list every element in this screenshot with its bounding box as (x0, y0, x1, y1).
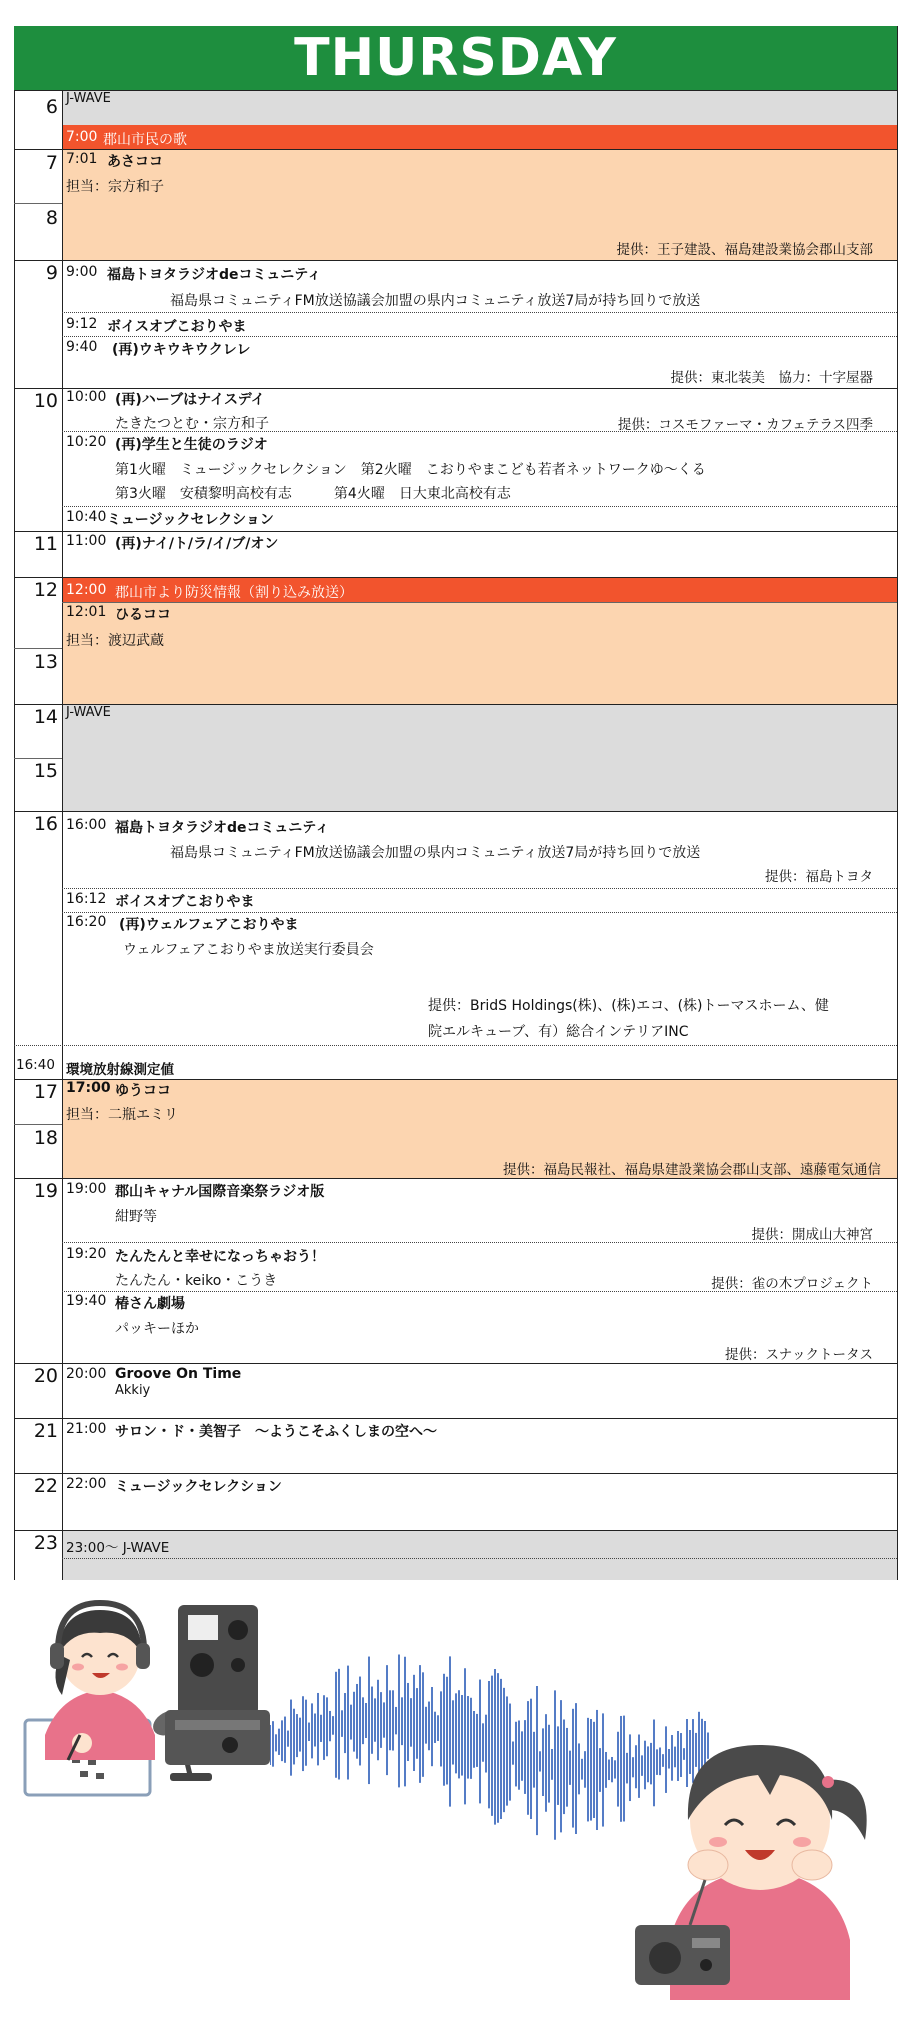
hirucoco-host: 担当：渡辺武蔵 (66, 633, 164, 649)
jwave-afternoon-block (62, 704, 897, 811)
yuucoco-host: 担当：二瓶エミリ (66, 1107, 178, 1123)
disaster-time: 12:00 (66, 582, 107, 598)
night-time: 11:00 (66, 533, 107, 549)
hour-12: 12 (33, 579, 58, 601)
ukulele-time: 9:40 (66, 339, 98, 355)
welfare-sponsor-1: 提供：BridS Holdings(株)、(株)エコ、(株)トーマスホーム、健 (428, 998, 829, 1014)
hirucoco-title: ひるココ (115, 607, 171, 623)
hour-6: 6 (45, 96, 58, 118)
tantan-host: たんたん・keiko・こうき (115, 1273, 278, 1289)
welfare-host: ウェルフェアこおりやま放送実行委員会 (123, 942, 374, 958)
hour-22: 22 (33, 1475, 58, 1497)
welfare-time: 16:20 (66, 914, 107, 930)
yuucoco-time: 17:00 (66, 1080, 111, 1096)
jwave-night-block (62, 1530, 897, 1580)
toyota-am-note: 福島県コミュニティFM放送協議会加盟の県内コミュニティ放送7局が持ち回りで放送 (170, 293, 701, 309)
yuucoco-title: ゆうココ (115, 1083, 171, 1099)
music-22-title: ミュージックセレクション (115, 1479, 282, 1495)
hour-14: 14 (33, 706, 58, 728)
hour-23: 23 (33, 1532, 58, 1554)
canal-time: 19:00 (66, 1181, 107, 1197)
student-title: (再)学生と生徒のラジオ (115, 437, 268, 453)
radiation-title: 環境放射線測定値 (66, 1062, 174, 1078)
voice-am-time: 9:12 (66, 316, 98, 332)
welfare-title: (再)ウェルフェアこおりやま (119, 917, 299, 933)
yuucoco-sponsor: 提供：福島民報社、福島県建設業協会郡山支部、遠藤電気通信 (503, 1162, 881, 1178)
asacoco-host: 担当：宗方和子 (66, 179, 164, 195)
hour-15: 15 (33, 760, 58, 782)
hour-16: 16 (33, 813, 58, 835)
tantan-title: たんたんと幸せになっちゃおう！ (115, 1249, 325, 1265)
hirucoco-time: 12:01 (66, 604, 107, 620)
voice-am-title: ボイスオブこおりやま (107, 319, 247, 335)
anthem-title: 郡山市民の歌 (103, 132, 187, 148)
student-line1: 第1火曜 ミュージックセレクション 第2火曜 こおりやまこども若者ネットワークゆ～くる (115, 462, 706, 478)
hour-9: 9 (45, 262, 58, 284)
music-1040-time: 10:40 (66, 509, 107, 525)
toyota-am-time: 9:00 (66, 264, 98, 280)
hour-11: 11 (33, 533, 58, 555)
music-22-time: 22:00 (66, 1476, 107, 1492)
ukulele-title: (再)ウキウキウクレレ (112, 342, 251, 358)
herb-title: (再)ハーブはナイスデイ (115, 392, 265, 408)
toyota-pm-title: 福島トヨタラジオdeコミュニティ (115, 820, 330, 836)
tsubaki-host: パッキーほか (115, 1321, 199, 1337)
jwave-night-label: 23:00～ J-WAVE (66, 1540, 170, 1556)
night-title: (再)ナイ/ト/ラ/イ/ブ/オン (115, 536, 279, 552)
asacoco-sponsor: 提供：王子建設、福島建設業協会郡山支部 (616, 242, 873, 258)
tsubaki-sponsor: 提供：スナックトータス (725, 1347, 873, 1363)
hour-20: 20 (33, 1365, 58, 1387)
tsubaki-time: 19:40 (66, 1293, 107, 1309)
anthem-time: 7:00 (66, 129, 98, 145)
welfare-sponsor-2: 院エルキューブ、有）総合インテリアINC (428, 1024, 689, 1040)
hour-13: 13 (33, 651, 58, 673)
canal-host: 紺野等 (115, 1209, 157, 1225)
groove-title: Groove On Time (115, 1366, 242, 1382)
disaster-title: 郡山市より防災情報（割り込み放送） (115, 585, 353, 601)
toyota-pm-time: 16:00 (66, 817, 107, 833)
salon-time: 21:00 (66, 1421, 107, 1437)
student-line2: 第3火曜 安積黎明高校有志 第4火曜 日大東北高校有志 (115, 486, 511, 502)
salon-title: サロン・ド・美智子 ～ようこそふくしまの空へ～ (115, 1424, 437, 1440)
anthem-block (62, 125, 897, 149)
music-1040-title: ミュージックセレクション (107, 512, 274, 528)
hour-19: 19 (33, 1180, 58, 1202)
groove-host: Akkiy (115, 1383, 151, 1398)
asacoco-time: 7:01 (66, 151, 98, 167)
hour-8: 8 (45, 207, 58, 229)
student-time: 10:20 (66, 434, 107, 450)
radio-dj-illustration (20, 1585, 290, 1815)
hour-10: 10 (33, 390, 58, 412)
herb-host: たきたつとむ・宗方和子 (115, 416, 269, 432)
hirucoco-block (62, 603, 897, 704)
groove-time: 20:00 (66, 1366, 107, 1382)
hour-17: 17 (33, 1081, 58, 1103)
jwave-label: J-WAVE (66, 91, 111, 106)
jwave-afternoon-label: J-WAVE (66, 705, 111, 720)
canal-title: 郡山キャナル国際音楽祭ラジオ版 (115, 1184, 325, 1200)
tantan-time: 19:20 (66, 1246, 107, 1262)
herb-sponsor: 提供：コスモファーマ・カフェテラス四季 (617, 417, 873, 433)
tsubaki-title: 椿さん劇場 (115, 1296, 185, 1312)
herb-time: 10:00 (66, 389, 107, 405)
voice-pm-time: 16:12 (66, 891, 107, 907)
tantan-sponsor: 提供：雀の木プロジェクト (711, 1276, 873, 1292)
hour-7: 7 (45, 152, 58, 174)
canal-sponsor: 提供：開成山大神宮 (751, 1227, 873, 1243)
voice-pm-title: ボイスオブこおりやま (115, 894, 255, 910)
hour-18: 18 (33, 1127, 58, 1149)
ukulele-sponsor: 提供：東北装美 協力：十字屋器 (670, 370, 873, 386)
asacoco-title: あさココ (107, 154, 163, 170)
day-header: THURSDAY (14, 26, 897, 90)
radio-listener-illustration (630, 1700, 900, 2000)
toyota-pm-note: 福島県コミュニティFM放送協議会加盟の県内コミュニティ放送7局が持ち回りで放送 (170, 845, 701, 861)
hour-21: 21 (33, 1420, 58, 1442)
jwave-morning-block (62, 90, 897, 125)
toyota-pm-sponsor: 提供：福島トヨタ (765, 869, 873, 885)
radiation-time: 16:40 (16, 1057, 55, 1073)
toyota-am-title: 福島トヨタラジオdeコミュニティ (107, 267, 322, 283)
